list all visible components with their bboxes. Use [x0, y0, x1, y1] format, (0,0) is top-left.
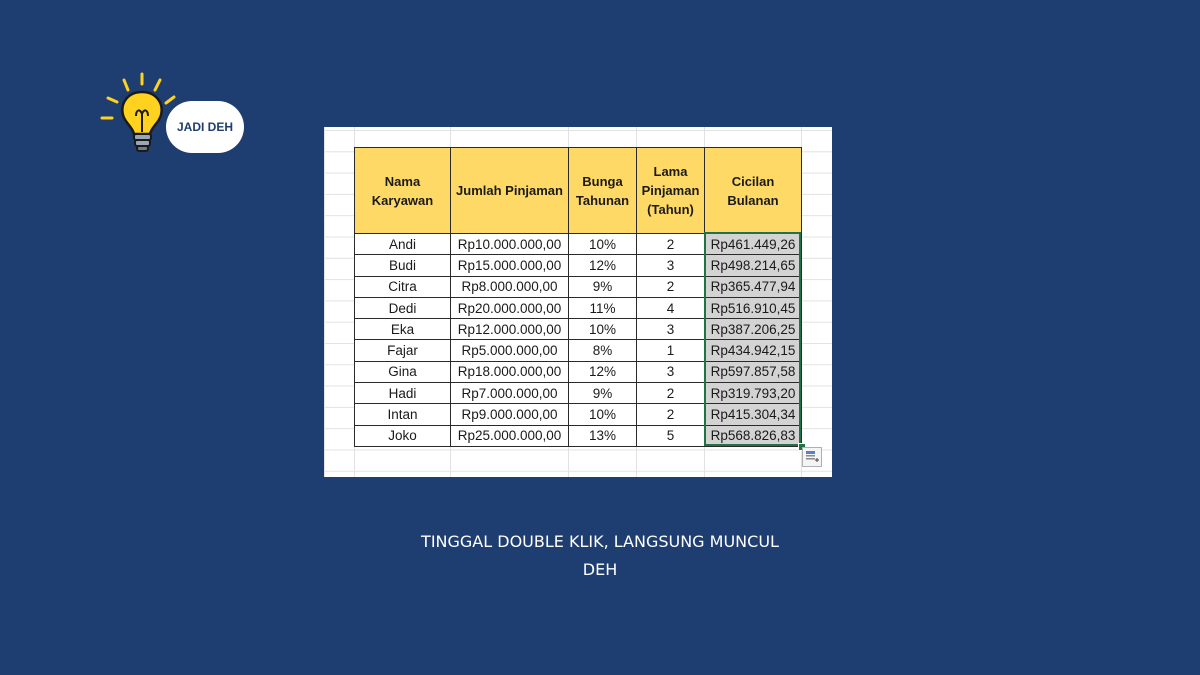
cell-bunga[interactable]: 13% — [569, 425, 637, 446]
cell-nama[interactable]: Joko — [355, 425, 451, 446]
header-lama-pinjaman[interactable] — [637, 148, 705, 234]
cell-lama[interactable]: 2 — [637, 383, 705, 404]
header-line: Jumlah Pinjaman — [456, 183, 563, 198]
table-row — [355, 276, 802, 297]
header-line: Nama — [384, 173, 421, 189]
table-row — [355, 234, 802, 255]
cell-lama[interactable]: 5 — [637, 425, 705, 446]
cell-jumlah[interactable]: Rp7.000.000,00 — [451, 383, 569, 404]
table-row — [355, 255, 802, 276]
loan-table — [354, 147, 802, 447]
cell-nama[interactable]: Gina — [355, 361, 451, 382]
cell-lama[interactable]: 2 — [637, 404, 705, 425]
cell-bunga[interactable]: 9% — [569, 276, 637, 297]
cell-lama[interactable]: 2 — [637, 234, 705, 255]
cell-nama[interactable]: Andi — [355, 234, 451, 255]
table-row — [355, 361, 802, 382]
cell-bunga[interactable]: 12% — [569, 361, 637, 382]
table-row — [355, 404, 802, 425]
cell-bunga[interactable]: 10% — [569, 319, 637, 340]
table-row — [355, 340, 802, 361]
cell-bunga[interactable]: 12% — [569, 255, 637, 276]
header-bunga-tahunan[interactable] — [569, 148, 637, 234]
cell-lama[interactable]: 3 — [637, 255, 705, 276]
table-row — [355, 319, 802, 340]
badge-label: JADI DEH — [176, 120, 233, 134]
cell-jumlah[interactable]: Rp20.000.000,00 — [451, 297, 569, 318]
cell-jumlah[interactable]: Rp9.000.000,00 — [451, 404, 569, 425]
cell-cicilan[interactable]: Rp516.910,45 — [705, 297, 802, 318]
cell-jumlah[interactable]: Rp15.000.000,00 — [451, 255, 569, 276]
caption — [360, 528, 840, 584]
cell-jumlah[interactable]: Rp12.000.000,00 — [451, 319, 569, 340]
cell-cicilan[interactable]: Rp319.793,20 — [705, 383, 802, 404]
cell-lama[interactable]: 3 — [637, 319, 705, 340]
cell-cicilan[interactable]: Rp568.826,83 — [705, 425, 802, 446]
cell-jumlah[interactable]: Rp25.000.000,00 — [451, 425, 569, 446]
cell-jumlah[interactable]: Rp18.000.000,00 — [451, 361, 569, 382]
header-line: Pinjaman — [641, 183, 700, 198]
table-row — [355, 425, 802, 446]
header-line: Cicilan — [731, 173, 775, 189]
caption-line-1: TINGGAL DOUBLE KLIK, LANGSUNG MUNCUL — [421, 532, 779, 551]
cell-nama[interactable]: Citra — [355, 276, 451, 297]
cell-cicilan[interactable]: Rp387.206,25 — [705, 319, 802, 340]
header-nama-karyawan[interactable] — [355, 148, 451, 234]
table-row — [355, 297, 802, 318]
header-line: Lama — [653, 164, 688, 179]
quick-analysis-icon[interactable] — [802, 447, 822, 467]
header-line: Tahunan — [575, 192, 630, 208]
cell-cicilan[interactable]: Rp597.857,58 — [705, 361, 802, 382]
spreadsheet — [324, 127, 832, 477]
jadi-deh-badge — [166, 101, 244, 153]
cell-nama[interactable]: Fajar — [355, 340, 451, 361]
cell-cicilan[interactable]: Rp434.942,15 — [705, 340, 802, 361]
header-line: Bunga — [582, 173, 623, 189]
header-line: Karyawan — [371, 192, 434, 208]
header-cicilan-bulanan[interactable] — [705, 148, 802, 234]
cell-lama[interactable]: 2 — [637, 276, 705, 297]
header-line: (Tahun) — [647, 202, 694, 217]
cell-cicilan[interactable]: Rp415.304,34 — [705, 404, 802, 425]
cell-jumlah[interactable]: Rp5.000.000,00 — [451, 340, 569, 361]
cell-nama[interactable]: Hadi — [355, 383, 451, 404]
cell-nama[interactable]: Intan — [355, 404, 451, 425]
caption-line-2: DEH — [582, 560, 618, 579]
cell-bunga[interactable]: 9% — [569, 383, 637, 404]
cell-lama[interactable]: 3 — [637, 361, 705, 382]
cell-bunga[interactable]: 10% — [569, 404, 637, 425]
cell-bunga[interactable]: 10% — [569, 234, 637, 255]
cell-cicilan[interactable]: Rp498.214,65 — [705, 255, 802, 276]
cell-nama[interactable]: Eka — [355, 319, 451, 340]
cell-jumlah[interactable]: Rp10.000.000,00 — [451, 234, 569, 255]
cell-nama[interactable]: Dedi — [355, 297, 451, 318]
cell-nama[interactable]: Budi — [355, 255, 451, 276]
cell-bunga[interactable]: 8% — [569, 340, 637, 361]
table-row — [355, 383, 802, 404]
cell-bunga[interactable]: 11% — [569, 297, 637, 318]
header-jumlah-pinjaman[interactable] — [451, 148, 569, 234]
cell-lama[interactable]: 4 — [637, 297, 705, 318]
cell-jumlah[interactable]: Rp8.000.000,00 — [451, 276, 569, 297]
header-line: Bulanan — [727, 192, 779, 208]
cell-cicilan[interactable]: Rp461.449,26 — [705, 234, 802, 255]
header-row — [355, 148, 802, 234]
cell-lama[interactable]: 1 — [637, 340, 705, 361]
cell-cicilan[interactable]: Rp365.477,94 — [705, 276, 802, 297]
